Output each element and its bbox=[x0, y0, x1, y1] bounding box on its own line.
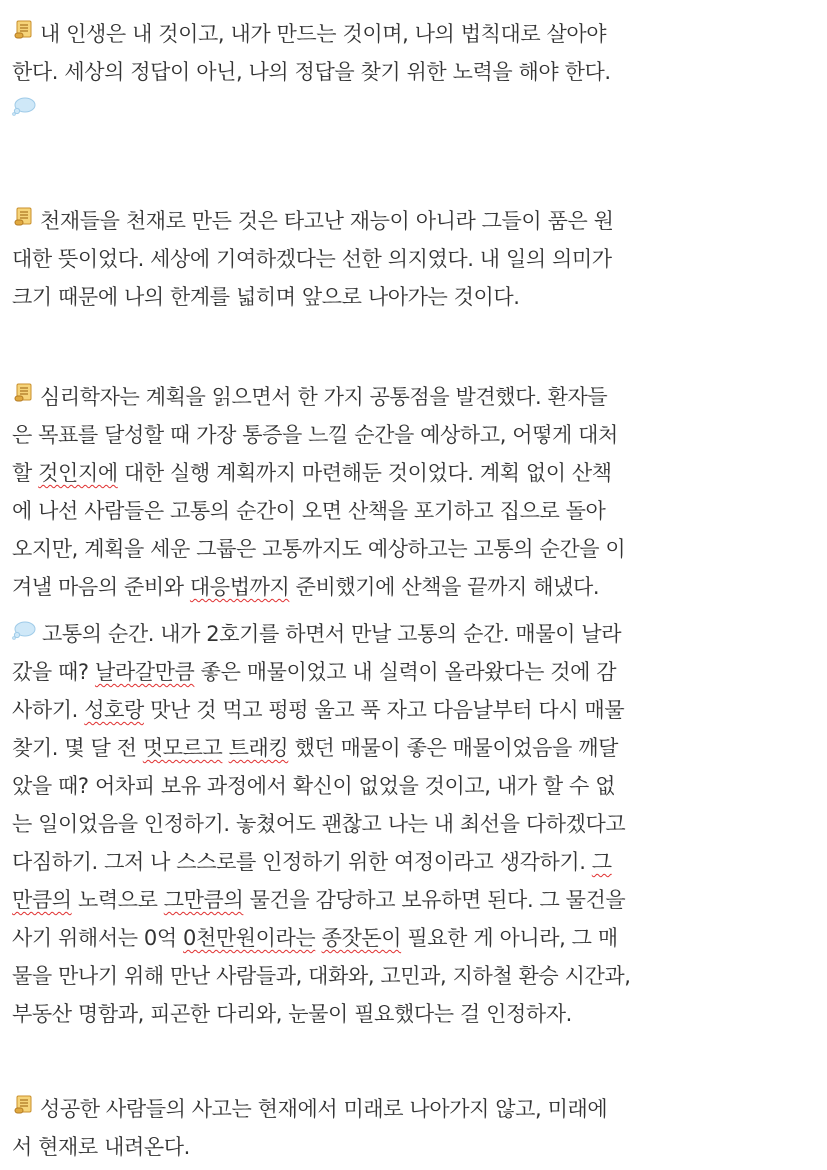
text-line bbox=[12, 278, 802, 316]
paragraph-1 bbox=[12, 15, 802, 129]
speech-bubble-icon bbox=[12, 90, 36, 128]
scroll-icon bbox=[12, 14, 34, 52]
text-content: 했던 매물이 좋은 매물이었음을 깨달 bbox=[288, 736, 618, 760]
text-line bbox=[12, 1090, 802, 1128]
spellcheck-flagged-word: 멋모르고 bbox=[142, 736, 223, 760]
spellcheck-flagged-word: 것인지에 bbox=[38, 461, 118, 485]
text-content: 겨낼 마음의 준비와 bbox=[12, 575, 190, 599]
text-line bbox=[12, 568, 802, 606]
text-content: 대한 실행 계획까지 마련해둔 것이었다. 계획 없이 산책 bbox=[117, 461, 612, 485]
text-line bbox=[12, 881, 802, 919]
text-line bbox=[12, 1128, 802, 1166]
scroll-icon bbox=[12, 377, 34, 415]
spellcheck-flagged-word: 0천만원이라는 bbox=[183, 926, 316, 950]
text-line bbox=[12, 615, 802, 653]
text-content: 사하기. bbox=[12, 698, 85, 722]
text-content: 좋은 매물이었고 내 실력이 올라왔다는 것에 감 bbox=[194, 660, 617, 684]
text-line bbox=[12, 15, 802, 53]
text-content: 찾기. 몇 달 전 bbox=[12, 736, 143, 760]
text-content: 할 bbox=[12, 461, 39, 485]
text-content: 사기 위해서는 0억 bbox=[12, 926, 183, 950]
paragraph-4 bbox=[12, 615, 802, 1033]
text-content: 대한 뜻이었다. 세상에 기여하겠다는 선한 의지였다. 내 일의 의미가 bbox=[12, 247, 612, 271]
speech-bubble-icon bbox=[12, 614, 36, 652]
text-content: 다짐하기. 그저 나 스스로를 인정하기 위한 여정이라고 생각하기. bbox=[12, 850, 592, 874]
spellcheck-flagged-word: 그 bbox=[591, 850, 612, 874]
text-content: 크기 때문에 나의 한계를 넓히며 앞으로 나아가는 것이다. bbox=[12, 285, 520, 309]
text-content: 물을 만나기 위해 만난 사람들과, 대화와, 고민과, 지하철 환승 시간과, bbox=[12, 964, 631, 988]
text-content: 심리학자는 계획을 읽으면서 한 가지 공통점을 발견했다. 환자들 bbox=[40, 385, 608, 409]
text-line bbox=[12, 919, 802, 957]
text-content: 갔을 때? bbox=[12, 660, 95, 684]
text-line bbox=[12, 957, 802, 995]
text-line bbox=[12, 767, 802, 805]
text-content: 고통의 순간. 내가 2호기를 하면서 만날 고통의 순간. 매물이 날라 bbox=[42, 622, 622, 646]
spellcheck-flagged-word: 날라갈만큼 bbox=[94, 660, 195, 684]
text-content: 서 현재로 내려온다. bbox=[12, 1135, 190, 1159]
text-content: 성공한 사람들의 사고는 현재에서 미래로 나아가지 않고, 미래에 bbox=[40, 1097, 608, 1121]
text-line bbox=[12, 995, 802, 1033]
text-line bbox=[12, 202, 802, 240]
text-line bbox=[12, 378, 802, 416]
text-content: 부동산 명함과, 피곤한 다리와, 눈물이 필요했다는 걸 인정하자. bbox=[12, 1002, 572, 1026]
text-line bbox=[12, 729, 802, 767]
scroll-icon bbox=[12, 1089, 34, 1127]
text-content: 맛난 것 먹고 펑펑 울고 푹 자고 다음날부터 다시 매물 bbox=[143, 698, 625, 722]
text-content: 한다. 세상의 정답이 아닌, 나의 정답을 찾기 위한 노력을 해야 한다. bbox=[12, 60, 611, 84]
text-line bbox=[12, 416, 802, 454]
text-content: 았을 때? 어차피 보유 과정에서 확신이 없었을 것이고, 내가 할 수 없 bbox=[12, 774, 616, 798]
text-line bbox=[12, 454, 802, 492]
text-content: 천재들을 천재로 만든 것은 타고난 재능이 아니라 그들이 품은 원 bbox=[40, 209, 614, 233]
text-content: 준비했기에 산책을 끝까지 해냈다. bbox=[289, 575, 600, 599]
text-line bbox=[12, 805, 802, 843]
spellcheck-flagged-word: 성호랑 bbox=[84, 698, 144, 722]
text-line bbox=[12, 53, 802, 91]
spellcheck-flagged-word: 대응법까지 bbox=[189, 575, 290, 599]
text-line bbox=[12, 691, 802, 729]
spellcheck-flagged-word: 만큼의 bbox=[12, 888, 72, 912]
text-content: 노력으로 bbox=[71, 888, 164, 912]
text-content: 은 목표를 달성할 때 가장 통증을 느낄 순간을 예상하고, 어떻게 대처 bbox=[12, 423, 618, 447]
text-line bbox=[12, 843, 802, 881]
text-line bbox=[12, 530, 802, 568]
spellcheck-flagged-word: 종잣돈이 bbox=[321, 926, 402, 950]
text-line bbox=[12, 240, 802, 278]
spellcheck-flagged-word: 그만큼의 bbox=[163, 888, 244, 912]
text-content: 에 나선 사람들은 고통의 순간이 오면 산책을 포기하고 집으로 돌아 bbox=[12, 499, 606, 523]
text-line bbox=[12, 492, 802, 530]
text-content: 오지만, 계획을 세운 그룹은 고통까지도 예상하고는 고통의 순간을 이 bbox=[12, 537, 626, 561]
text-content: 필요한 게 아니라, 그 매 bbox=[401, 926, 618, 950]
paragraph-5 bbox=[12, 1090, 802, 1166]
paragraph-3 bbox=[12, 378, 802, 606]
text-content: 물건을 감당하고 보유하면 된다. 그 물건을 bbox=[243, 888, 626, 912]
text-line bbox=[12, 653, 802, 691]
scroll-icon bbox=[12, 201, 34, 239]
text-content: 내 인생은 내 것이고, 내가 만드는 것이며, 나의 법칙대로 살아야 bbox=[40, 22, 607, 46]
spellcheck-flagged-word: 트래킹 bbox=[228, 736, 289, 760]
text-line bbox=[12, 91, 802, 129]
text-content: 는 일이었음을 인정하기. 놓쳤어도 괜찮고 나는 내 최선을 다하겠다고 bbox=[12, 812, 626, 836]
paragraph-2 bbox=[12, 202, 802, 316]
